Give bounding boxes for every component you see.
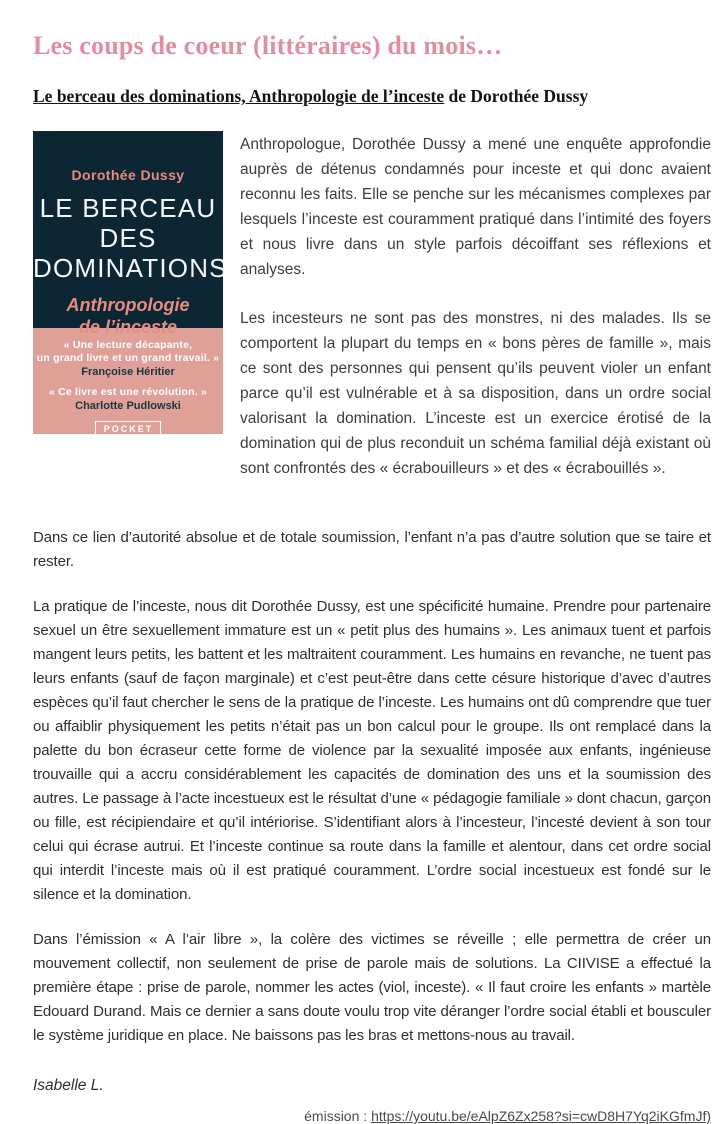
emission-youtube-link[interactable]: https://youtu.be/eAlpZ6Zx258?si=cwD8H7Yq2iKGfmJf)	[371, 1108, 711, 1124]
cover-quote-2: « Ce livre est une révolution. »	[48, 386, 208, 398]
publisher-logo: POCKET	[95, 421, 162, 436]
book-heading	[33, 85, 711, 107]
page-title: Les coups de coeur (littéraires) du mois…	[33, 31, 503, 60]
book-cover-bottom	[33, 328, 223, 434]
cover-book-title	[33, 193, 228, 283]
cover-quote-2-author: Charlotte Pudlowski	[75, 400, 181, 412]
cover-title-line: LE BERCEAU	[39, 193, 217, 223]
cover-subtitle-line: de l’inceste	[78, 317, 178, 337]
article-paragraph: La pratique de l’inceste, nous dit Dorothée Dussy, est une spécificité humaine. Prendre pour partenaire sexuel un être sexuellement immature est un « petit plus des humains ». Les animaux tuent et parfois mangent leurs petits, les battent et les maltraitent couramment. Les humains en revanche, ne tuent pas leurs enfants (sauf de façon marginale) et c’est peut-être dans cette césure historique d’avec d’autres espèces qu’il faut chercher le sens de la pratique de l’inceste. Les humains ont dû comprendre que tuer ou affaiblir physiquement les petits n’était pas un bon calcul pour le groupe. Ils ont remplacé dans la palette du bon écraseur cette forme de violence par la sexualité imposée aux enfants, ingénieuse trouvaille qui a accru considérablement les capacités de domination des uns et la soumission des autres. Le passage à l’acte incestueux est le résultat d’une « pédagogie familiale » dont chacun, garçon ou fille, est récipiendaire et qu’il intériorise. S’identifiant alors à l’incesteur, l’incesté devient à son tour celui qui écrase autrui. Et l’inceste continue sa route dans la famille et alentour, dans cet ordre social qui interdit l’inceste mais où il est pratiqué couramment. L’ordre social incestueux est fondé sur le silence et la domination.	[33, 598, 711, 903]
cover-quote-1: un grand livre et un grand travail. »	[36, 352, 220, 364]
intro-section	[33, 131, 711, 505]
book-heading-title: Le berceau des dominations, Anthropologie de l’inceste	[33, 86, 445, 106]
intro-text-column	[240, 131, 711, 505]
cover-quote-1: « Une lecture décapante,	[63, 339, 193, 351]
cover-author-name: Dorothée Dussy	[71, 167, 185, 183]
article-paragraph: Dans l’émission « A l’air libre », la colère des victimes se réveille ; elle permettra de créer un mouvement collectif, non seulement de prise de parole mais de solutions. La CIIVISE a effectué la première étape : prise de parole, nommer les actes (viol, inceste). « Il faut croire les enfants » martèle Edouard Durand. Mais ce dernier a sans doute voulu trop vite déranger l’ordre social établi et bousculer le système juridique en place. Ne baissons pas les bras et mettons-nous au travail.	[33, 931, 711, 1044]
emission-label: émission :	[304, 1108, 372, 1124]
book-heading-author: de Dorothée Dussy	[444, 86, 589, 106]
cover-quote-1-author: Françoise Héritier	[81, 366, 175, 378]
emission-link-line	[33, 1108, 711, 1124]
cover-title-line: DOMINATIONS	[33, 253, 228, 283]
article-paragraph: Les incesteurs ne sont pas des monstres, ni des malades. Ils se comportent la plupart du temps en « bons pères de famille », mais ce sont des personnes qui pensent qu’ils peuvent violer un enfant parce qu’il est vulnérable et à sa disposition, dans un ordre social valorisant la domination. L’inceste est un exercice érotisé de la domination qui de plus reconduit un schéma familial déjà existant où sont confrontés des « écrabouilleurs » et des « écrabouillés ».	[240, 310, 711, 477]
article-paragraph: Anthropologue, Dorothée Dussy a mené une enquête approfondie auprès de détenus condamnés pour inceste et qui donc avaient reconnu les faits. Elle se penche sur les mécanismes complexes par lesquels l’inceste est couramment pratiqué dans l’intimité des foyers et nous livre dans un style parfois décoiffant ses réflexions et analyses.	[240, 136, 711, 278]
author-signature: Isabelle L.	[33, 1077, 104, 1094]
cover-subtitle-line: Anthropologie	[66, 295, 190, 315]
book-cover-image	[33, 131, 228, 434]
cover-title-line: DES	[99, 223, 157, 253]
article-paragraph: Dans ce lien d’autorité absolue et de totale soumission, l’enfant n’a pas d’autre solution que se taire et rester.	[33, 529, 711, 570]
book-cover-top	[33, 131, 228, 337]
